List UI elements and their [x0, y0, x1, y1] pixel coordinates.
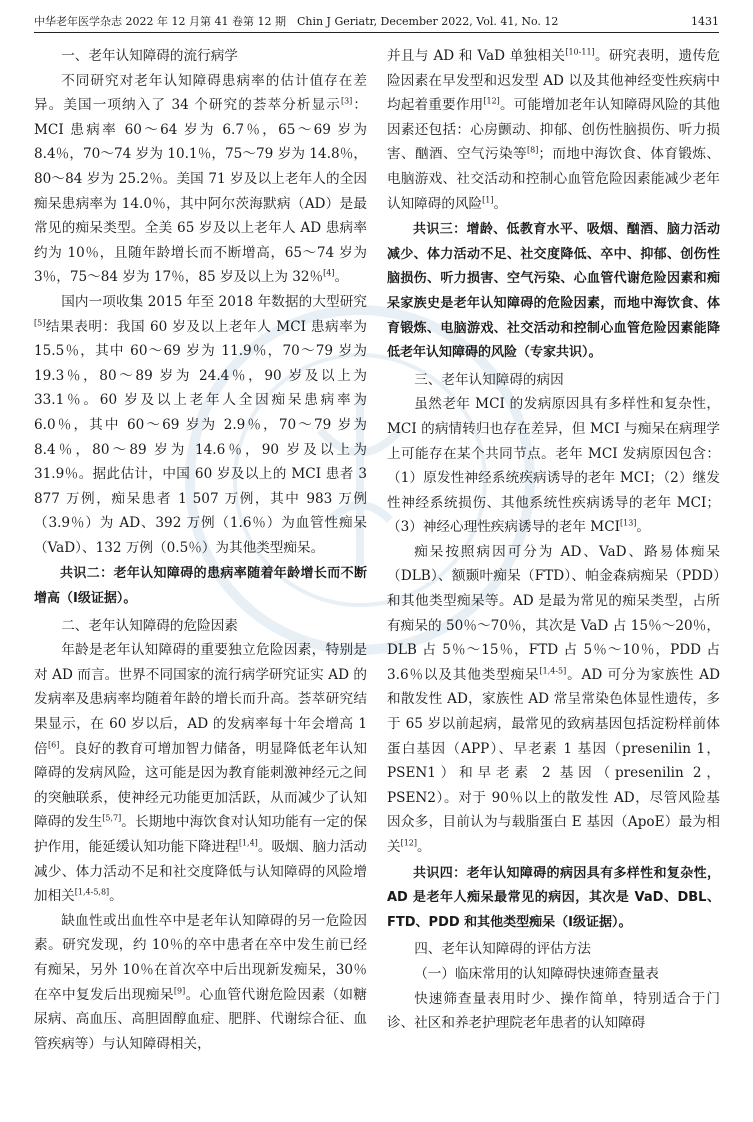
- journal-citation: 中华老年医学杂志 2022 年 12 月第 41 卷第 12 期 Chin J Geriatr, December 2022, Vol. 41, No. 12: [34, 15, 559, 28]
- consensus-statement: 共识四：老年认知障碍的病因具有多样性和复杂性，AD 是老年人痴呆最常见的病因，其次是 VaD、DBL、FTD、PDD 和其他类型痴呆（Ⅰ级证据）。: [387, 865, 720, 930]
- running-header: [34, 13, 719, 31]
- page-number: 1431: [691, 15, 719, 28]
- body-text: 缺血性或出血性卒中是老年认知障碍的另一危险因素。研究发现，约 10％的卒中患者在卒中发生前已经有痴呆，另外 10％在首次卒中后出现新发痴呆，30％在卒中复发后出现痴呆: [34, 912, 367, 1003]
- consensus-statement: 共识二：老年认知障碍的患病率随着年龄增长而不断增高（Ⅰ级证据）。: [34, 566, 367, 607]
- citation-reference: [1,4]: [238, 838, 258, 848]
- citation-reference: [1,4-5,8]: [74, 887, 110, 897]
- citation-reference: [6]: [48, 740, 60, 750]
- body-text: 。可能增加老年认知障碍风险的其他因素还包括：心房颤动、抑郁、创伤性脑损伤、听力损害、酗酒、空气污染等: [387, 97, 721, 163]
- section-heading: 二、老年认知障碍的危险因素: [61, 617, 238, 634]
- section-heading: 一、老年认知障碍的流行病学: [61, 48, 238, 64]
- citation-reference: [13]: [619, 518, 637, 528]
- body-text: 痴呆按照病因可分为 AD、VaD、路易体痴呆（DLB）、额颞叶痴呆（FTD）、帕金森病痴呆（PDD）和其他类型痴呆等。AD 是最为常见的痴呆类型，占所有痴呆的 50％～70％，其次是 VaD 占 15％～20％，DLB 占 5％～15％，FTD 占 5％～10％，PDD 占 3.6％以及其他类型痴呆: [387, 543, 720, 683]
- left-column: [34, 44, 367, 1056]
- body-text: 快速筛查量表用时少、操作简单，特别适合于门诊、社区和养老护理院老年患者的认知障碍: [387, 990, 720, 1032]
- body-text: 。AD 可分为家族性 AD 和散发性 AD，家族性 AD 常呈常染色体显性遗传，多于 65 岁以前起病，最常见的致病基因包括淀粉样前体蛋白基因（APP）、早老素 1 基因（presenilin 1，PSEN1）和早老素 2 基因（presenilin 2，PSEN2）。对于 90％以上的散发性 AD，尽管风险基因众多，目前认为与载脂蛋白 E 基因（ApoE）最为相关: [387, 666, 720, 855]
- right-column: [387, 44, 720, 1036]
- body-text: 。: [417, 839, 431, 855]
- consensus-statement: 共识三：增龄、低教育水平、吸烟、酗酒、脑力活动减少、体力活动不足、社交度降低、卒中、抑郁、创伤性脑损伤、听力损害、空气污染、心血管代谢危险因素和痴呆家族史是老年认知障碍的危险因素，而地中海饮食、体育锻炼、电脑游戏、社交活动和控制心血管危险因素能降低老年认知障碍的风险（专家共识）。: [387, 222, 720, 361]
- citation-reference: [5]: [34, 318, 46, 327]
- body-text: 不同研究对老年认知障碍患病率的估计值存在差异。美国一项纳入了 34 个研究的荟萃分析显示: [34, 72, 367, 114]
- section-heading: 四、老年认知障碍的评估方法: [414, 941, 591, 958]
- section-heading: 三、老年认知障碍的病因: [414, 371, 564, 388]
- citation-reference: [12]: [400, 838, 418, 848]
- body-paragraph: [34, 638, 367, 909]
- citation-reference: [5,7]: [102, 813, 122, 823]
- body-text: 国内一项收集 2015 年至 2018 年数据的大型研究: [61, 293, 367, 310]
- body-text: 。心血管代谢危险因素（如糖尿病、高血压、高胆固醇血症、肥胖、代谢综合征、血管疾病等）与认知障碍相关，: [34, 986, 368, 1052]
- citation-reference: [3]: [340, 96, 353, 106]
- citation-reference: [10-11]: [565, 47, 595, 57]
- body-text: 。: [636, 519, 650, 536]
- citation-reference: [1,4-5]: [539, 666, 567, 676]
- body-text: 。: [493, 195, 508, 212]
- body-paragraph: [34, 909, 367, 1057]
- header-rule: [34, 32, 719, 33]
- body-paragraph: [34, 290, 367, 561]
- body-text: 年龄是老年认知障碍的重要独立危险因素，特别是对 AD 而言。世界不同国家的流行病学研究证实 AD 的发病率及患病率均随着年龄的增长而升高。荟萃研究结果显示，在 60 岁以后，AD 的发病率每十年会增高 1 倍: [34, 642, 367, 757]
- citation-reference: [9]: [173, 986, 186, 996]
- body-paragraph: [387, 540, 720, 860]
- citation-reference: [8]: [527, 145, 539, 155]
- body-text: 。良好的教育可增加智力储备，明显降低老年认知障碍的发病风险，这可能是因为教育能刺激神经元之间的突触联系，使神经元功能更加活跃，从而减少了认知障碍的发生: [34, 740, 368, 831]
- body-text: 结果表明：我国 60 岁及以上老年人 MCI 患病率为 15.5％，其中 60～69 岁为 11.9％，70～79 岁为 19.3％，80～89 岁为 24.4％，90 岁及以上为 33.1％。60 岁及以上老年人全因痴呆患病率为 6.0％，其中 60～69 岁为 2.9％，70～79 岁为 8.4％，80～89 岁为 14.6％，90 岁及以上为 31.9％。据此估计，中国 60 岁及以上的 MCI 患者 3 877 万例，痴呆患者 1 507 万例，其中 983 万例（3.9％）为 AD、392 万例（1.6％）为血管性痴呆（VaD）、132 万例（0.5％）为其他类型痴呆。: [34, 318, 367, 556]
- body-paragraph: [387, 44, 720, 216]
- body-text: 。: [109, 888, 123, 905]
- body-text: ：MCI 患病率 60～64 岁为 6.7％，65～69 岁为 8.4％，70～74 岁为 10.1％，75～79 岁为 14.8％，80～84 岁为 25.2％。美国 71 岁及以上老年人的全因痴呆患病率为 14.0％，其中阿尔茨海默病（AD）是最常见的痴呆类型。全美 65 岁及以上老年人 AD 患病率约为 10％，且随年龄增长而不断增高，65～74 岁为 3％，75～84 岁为 17％，85 岁及以上为 32％: [34, 97, 367, 286]
- body-paragraph: [387, 987, 720, 1036]
- citation-reference: [4]: [323, 268, 335, 278]
- body-paragraph: [34, 69, 367, 290]
- body-text: 虽然老年 MCI 的发病原因具有多样性和复杂性，MCI 的病情转归也存在差异，但 MCI 与痴呆在病理学上可能存在某个共同节点。老年 MCI 发病原因包含：（1）原发性神经系统疾病诱导的老年 MCI；（2）继发性神经系统损伤、其他系统性疾病诱导的老年 MCI；（3）神经心理性疾病诱导的老年 MCI: [387, 396, 720, 536]
- body-paragraph: [387, 392, 720, 540]
- body-text: 。长期地中海饮食对认知功能有一定的保护作用，能延缓认知功能下降进程: [34, 814, 368, 855]
- citation-reference: [1]: [482, 195, 494, 205]
- body-text: ；而地中海饮食、体育锻炼、电脑游戏、社交活动和控制心血管危险因素能减少老年认知障碍的风险: [387, 146, 721, 212]
- body-text: 。: [334, 269, 349, 286]
- body-text: 并且与 AD 和 VaD 单独相关: [387, 48, 566, 64]
- citation-reference: [12]: [483, 96, 500, 106]
- section-heading: （一）临床常用的认知障碍快速筛查量表: [414, 965, 659, 982]
- body-text: 。研究表明，遗传危险因素在早发型和迟发型 AD 以及其他神经变性疾病中均起着重要作用: [387, 48, 721, 114]
- body-text: 。吸烟、脑力活动减少、体力活动不足和社交度降低与认知障碍的风险增加相关: [34, 839, 368, 905]
